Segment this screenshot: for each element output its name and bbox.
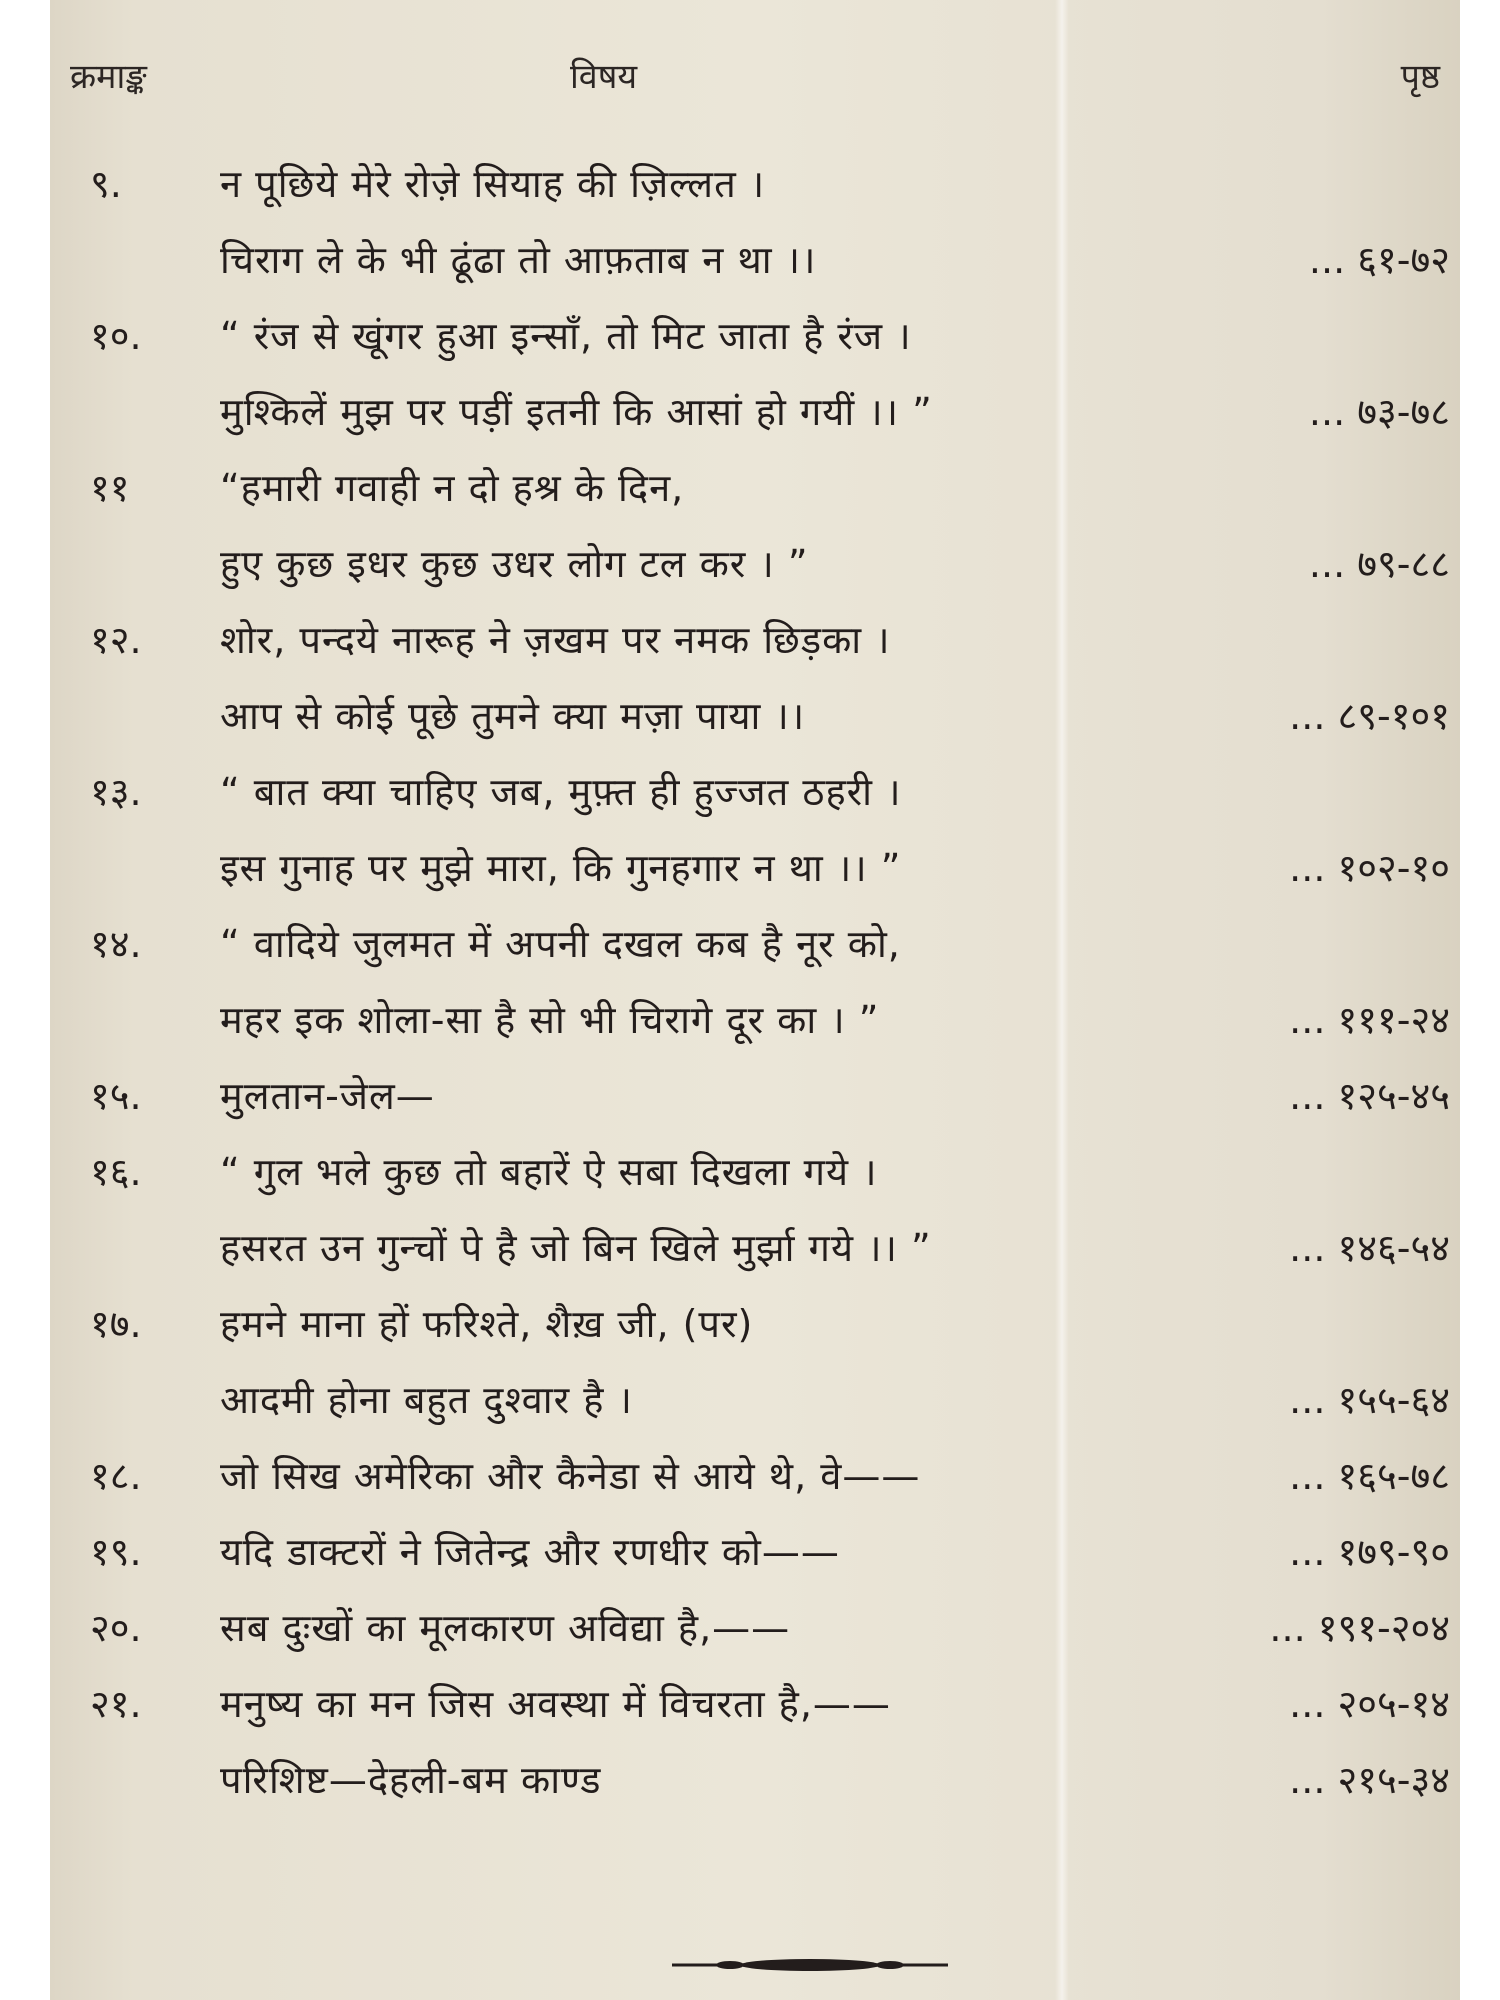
entry-text: महर इक शोला-सा है सो भी चिरागे दूर का । ”: [220, 998, 880, 1042]
entry-number: १०.: [90, 314, 142, 358]
entry-text: इस गुनाह पर मुझे मारा, कि गुनहगार न था ।। ”: [220, 846, 902, 890]
entry-text: “ रंज से खूंगर हुआ इन्साँ, तो मिट जाता है रंज ।: [220, 314, 912, 358]
entry-pages: ... १७९-९०: [1289, 1530, 1450, 1574]
entry-text: हुए कुछ इधर कुछ उधर लोग टल कर । ”: [220, 542, 809, 586]
toc-entry-9-line-1: [50, 152, 1460, 216]
toc-entry-18: [50, 1444, 1460, 1508]
entry-pages: ... ७९-८८: [1308, 542, 1450, 586]
toc-entry-10-line-1: [50, 304, 1460, 368]
toc-entry-11-line-1: [50, 456, 1460, 520]
toc-entry-9-line-2: [50, 228, 1460, 292]
entry-text: शोर, पन्दये नारूह ने ज़खम पर नमक छिड़का ।: [220, 618, 891, 662]
entry-number: ९.: [90, 162, 122, 206]
header-page-label: पृष्ठ: [1400, 57, 1440, 97]
toc-entry-17-line-2: [50, 1368, 1460, 1432]
toc-entry-17-line-1: [50, 1292, 1460, 1356]
entry-number: १७.: [90, 1302, 142, 1346]
entry-pages: ... १९१-२०४: [1269, 1606, 1450, 1650]
toc-entry-14-line-2: [50, 988, 1460, 1052]
entry-text: “ वादिये जुलमत में अपनी दखल कब है नूर को,: [220, 922, 901, 966]
entry-text: हमने माना हों फरिश्ते, शैख़ जी, (पर): [220, 1302, 754, 1346]
entry-pages: ... ८९-१०१: [1289, 694, 1450, 738]
entry-text: मुश्किलें मुझ पर पड़ीं इतनी कि आसां हो गयीं ।। ”: [220, 390, 933, 434]
header-subject-label: विषय: [570, 57, 638, 97]
entry-pages: ... १५५-६४: [1289, 1378, 1450, 1422]
entry-text: जो सिख अमेरिका और कैनेडा से आये थे, वे——: [220, 1454, 921, 1498]
toc-entry-21: [50, 1672, 1460, 1736]
entry-pages: ... १२५-४५: [1289, 1074, 1450, 1118]
toc-entry-13-line-1: [50, 760, 1460, 824]
toc-entry-20: [50, 1596, 1460, 1660]
entry-number: १२.: [90, 618, 142, 662]
entry-text: चिराग ले के भी ढूंढा तो आफ़ताब न था ।।: [220, 238, 817, 282]
toc-entry-19: [50, 1520, 1460, 1584]
entry-number: १५.: [90, 1074, 142, 1118]
entry-text: सब दुःखों का मूलकारण अविद्या है,——: [220, 1606, 791, 1650]
table-header: [50, 52, 1460, 112]
toc-entry-13-line-2: [50, 836, 1460, 900]
book-page: [50, 0, 1460, 2000]
toc-entry-11-line-2: [50, 532, 1460, 596]
ornament-divider: [670, 1958, 950, 1972]
toc-entry-10-line-2: [50, 380, 1460, 444]
entry-number: १८.: [90, 1454, 142, 1498]
entry-text: आदमी होना बहुत दुश्वार है ।: [220, 1378, 633, 1422]
entry-pages: ... १६५-७८: [1289, 1454, 1450, 1498]
toc-entry-16-line-2: [50, 1216, 1460, 1280]
toc-entry-16-line-1: [50, 1140, 1460, 1204]
entry-number: १३.: [90, 770, 142, 814]
toc-entry-15: [50, 1064, 1460, 1128]
entry-pages: ... ६१-७२: [1308, 238, 1450, 282]
entry-number: ११: [90, 466, 130, 510]
entry-pages: ... २०५-१४: [1289, 1682, 1450, 1726]
entry-text: “ गुल भले कुछ तो बहारें ऐ सबा दिखला गये ।: [220, 1150, 878, 1194]
entry-text: हसरत उन गुन्चों पे है जो बिन खिले मुर्झा गये ।। ”: [220, 1226, 932, 1270]
entry-pages: ... १११-२४: [1289, 998, 1450, 1042]
header-number-label: क्रमाङ्क: [70, 57, 147, 97]
toc-entry-12-line-2: [50, 684, 1460, 748]
entry-number: १४.: [90, 922, 142, 966]
entry-text: यदि डाक्टरों ने जितेन्द्र और रणधीर को——: [220, 1530, 840, 1574]
entry-number: १९.: [90, 1530, 142, 1574]
entry-text: परिशिष्ट—देहली-बम काण्ड: [220, 1758, 602, 1802]
entry-pages: ... २१५-३४: [1289, 1758, 1450, 1802]
entry-number: २१.: [90, 1682, 142, 1726]
entry-text: आप से कोई पूछे तुमने क्या मज़ा पाया ।।: [220, 694, 806, 738]
entry-pages: ... १०२-१०: [1289, 846, 1450, 890]
entry-text: न पूछिये मेरे रोज़े सियाह की ज़िल्लत ।: [220, 162, 766, 206]
entry-number: २०.: [90, 1606, 142, 1650]
toc-entry-appendix: [50, 1748, 1460, 1812]
toc-entry-12-line-1: [50, 608, 1460, 672]
entry-pages: ... १४६-५४: [1289, 1226, 1450, 1270]
entry-text: “हमारी गवाही न दो हश्र के दिन,: [220, 466, 685, 510]
entry-number: १६.: [90, 1150, 142, 1194]
entry-text: मनुष्य का मन जिस अवस्था में विचरता है,——: [220, 1682, 891, 1726]
entry-pages: ... ७३-७८: [1308, 390, 1450, 434]
toc-entry-14-line-1: [50, 912, 1460, 976]
entry-text: मुलतान-जेल—: [220, 1074, 435, 1118]
entry-text: “ बात क्या चाहिए जब, मुफ़्त ही हुज्जत ठहरी ।: [220, 770, 902, 814]
